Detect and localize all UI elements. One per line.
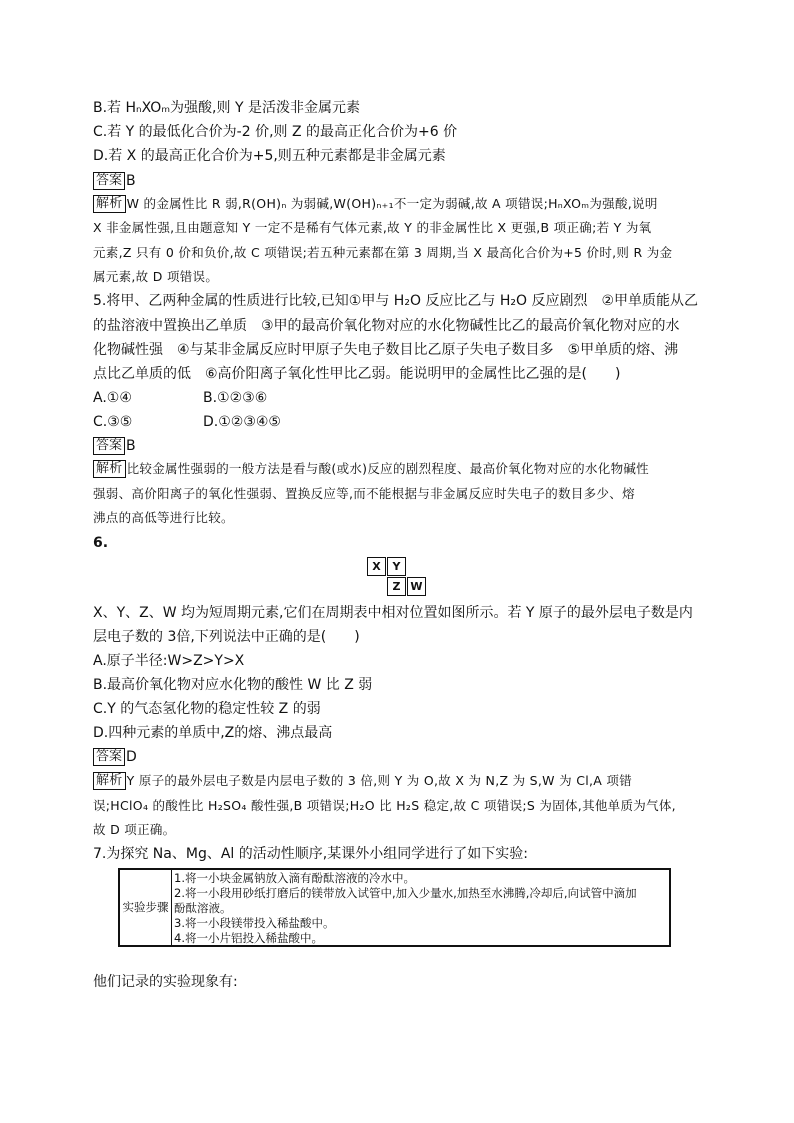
cell-w: W — [407, 577, 426, 596]
q6-answer — [93, 747, 137, 767]
q5-option-d: D.①②③④⑤ — [203, 414, 281, 430]
q6-option-c: C.Y 的气态氢化物的稳定性较 Z 的弱 — [93, 701, 321, 717]
q5-option-c: C.③⑤ — [93, 414, 133, 430]
q6-analysis-line-1 — [93, 771, 632, 791]
answer-value: B — [126, 438, 136, 454]
analysis-text: 比较金属性强弱的一般方法是看与酸(或水)反应的剧烈程度、最高价氧化物对应的水化物碱性 — [126, 461, 649, 476]
q4-analysis-line-3: 元素,Z 只有 0 价和负价,故 C 项错误;若五种元素都在第 3 周期,当 X 最高化合价为+5 价时,则 R 为金 — [93, 245, 673, 260]
q5-stem-line-1: 5.将甲、乙两种金属的性质进行比较,已知①甲与 H₂O 反应比乙与 H₂O 反应剧烈 ②甲单质能从乙 — [93, 293, 699, 309]
q4-option-b: B.若 HₙXOₘ为强酸,则 Y 是活泼非金属元素 — [93, 100, 360, 116]
q6-number: 6. — [93, 535, 109, 551]
table-label: 实验步骤 — [120, 870, 172, 945]
q6-stem-line-2: 层电子数的 3倍,下列说法中正确的是( ) — [93, 629, 360, 645]
step-2: 2.将一小段用砂纸打磨后的镁带放入试管中,加入少量水,加热至水沸腾,冷却后,向试管中滴加 — [174, 886, 637, 900]
q5-analysis-line-3: 沸点的高低等进行比较。 — [93, 510, 234, 525]
analysis-tag: 解析 — [93, 195, 126, 213]
q4-analysis-line-2: X 非金属性强,且由题意知 Y 一定不是稀有气体元素,故 Y 的非金属性比 X 更强,B 项正确;若 Y 为氧 — [93, 220, 652, 235]
q6-analysis-line-3: 故 D 项正确。 — [93, 822, 176, 837]
q4-analysis-line-4: 属元素,故 D 项错误。 — [93, 269, 219, 284]
answer-tag: 答案 — [93, 437, 125, 455]
q6-option-a: A.原子半径:W>Z>Y>X — [93, 653, 245, 669]
analysis-tag: 解析 — [93, 460, 126, 478]
q4-answer — [93, 171, 136, 191]
q5-option-a: A.①④ — [93, 390, 132, 406]
q4-analysis-line-1 — [93, 194, 658, 214]
q7-stem: 7.为探究 Na、Mg、Al 的活动性顺序,某课外小组同学进行了如下实验: — [93, 846, 528, 862]
cell-x: X — [367, 557, 386, 576]
experiment-steps-table — [118, 868, 671, 947]
q5-stem-line-3: 化物碱性强 ④与某非金属反应时甲原子失电子数目比乙原子失电子数目多 ⑤甲单质的熔、沸 — [93, 342, 679, 358]
answer-tag: 答案 — [93, 748, 125, 766]
table-steps — [174, 871, 665, 946]
analysis-text: Y 原子的最外层电子数是内层电子数的 3 倍,则 Y 为 O,故 X 为 N,Z 为 S,W 为 Cl,A 项错 — [126, 773, 632, 788]
cell-y: Y — [387, 557, 406, 576]
q6-option-b: B.最高价氧化物对应水化物的酸性 W 比 Z 弱 — [93, 677, 373, 693]
step-1: 1.将一小块金属钠放入滴有酚酞溶液的冷水中。 — [174, 871, 415, 885]
step-2-cont: 酚酞溶液。 — [174, 901, 232, 915]
analysis-tag: 解析 — [93, 772, 126, 790]
answer-value: D — [126, 749, 137, 765]
step-4: 4.将一小片铝投入稀盐酸中。 — [174, 931, 323, 945]
q7-observations-intro: 他们记录的实验现象有: — [93, 974, 238, 990]
q5-stem-line-2: 的盐溶液中置换出乙单质 ③甲的最高价氧化物对应的水化物碱性比乙的最高价氧化物对应的水 — [93, 318, 680, 334]
cell-z: Z — [387, 577, 406, 596]
q5-answer — [93, 436, 136, 456]
q5-stem-line-4: 点比乙单质的低 ⑥高价阳离子氧化性甲比乙弱。能说明甲的金属性比乙强的是( ) — [93, 366, 621, 382]
answer-tag: 答案 — [93, 172, 125, 190]
q4-option-d: D.若 X 的最高正化合价为+5,则五种元素都是非金属元素 — [93, 148, 446, 164]
q6-option-d: D.四种元素的单质中,Z的熔、沸点最高 — [93, 725, 333, 741]
q6-analysis-line-2: 误;HClO₄ 的酸性比 H₂SO₄ 酸性强,B 项错误;H₂O 比 H₂S 稳定,故 C 项错误;S 为固体,其他单质为气体, — [93, 798, 676, 813]
q5-option-b: B.①②③⑥ — [203, 390, 268, 406]
q4-option-c: C.若 Y 的最低化合价为-2 价,则 Z 的最高正化合价为+6 价 — [93, 124, 458, 140]
analysis-text: W 的金属性比 R 弱,R(OH)ₙ 为弱碱,W(OH)ₙ₊₁不一定为弱碱,故 A 项错误;HₙXOₘ为强酸,说明 — [126, 196, 658, 211]
periodic-table-fragment — [367, 557, 427, 597]
q5-analysis-line-2: 强弱、高价阳离子的氧化性强弱、置换反应等,而不能根据与非金属反应时失电子的数目多少、熔 — [93, 486, 635, 501]
step-3: 3.将一小段镁带投入稀盐酸中。 — [174, 916, 335, 930]
answer-value: B — [126, 173, 136, 189]
q6-stem-line-1: X、Y、Z、W 均为短周期元素,它们在周期表中相对位置如图所示。若 Y 原子的最外层电子数是内 — [93, 605, 693, 621]
q5-analysis-line-1 — [93, 459, 649, 479]
